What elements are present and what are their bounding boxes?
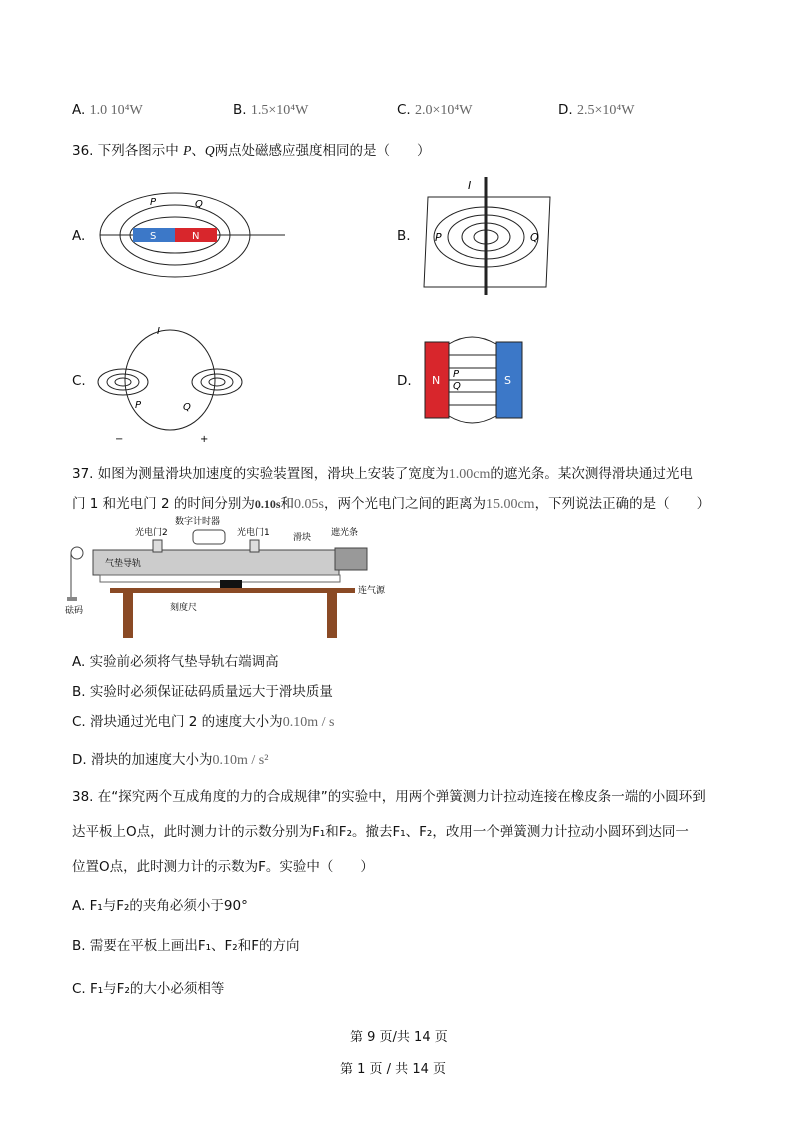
text: 、 — [191, 143, 205, 159]
option-value: 2.5×10⁴W — [576, 103, 635, 118]
p-label: P — [150, 197, 157, 208]
rail-label: 气垫导轨 — [105, 559, 142, 569]
page-number-inner: 第 9 页/共 14 页 — [350, 1030, 448, 1045]
q37-option-a[interactable]: A. 实验前必须将气垫导轨右端调高 — [72, 654, 279, 670]
n-label: N — [192, 231, 200, 242]
text: ，下列说法正确的是（ ） — [534, 496, 711, 512]
text: 和 — [280, 496, 295, 512]
text: 36. 下列各图示中 — [72, 143, 184, 159]
q-label: Q — [183, 402, 191, 413]
text: C. 滑块通过光电门 2 的速度大小为 — [72, 714, 283, 730]
value: 0.05s — [294, 497, 324, 512]
current-label: I — [157, 326, 160, 337]
text: D. 滑块的加速度大小为 — [72, 752, 213, 768]
q36-option-b[interactable]: B. — [397, 228, 411, 244]
strip-label: 遮光条 — [331, 528, 359, 538]
current-label: I — [468, 179, 472, 192]
q-label: Q — [530, 231, 539, 244]
q-label: Q — [195, 199, 203, 210]
q36-stem — [72, 139, 431, 159]
option-value: 1.5×10⁴W — [250, 103, 309, 118]
two-poles-figure — [422, 330, 527, 430]
text: 两点处磁感应强度相同的是（ ） — [214, 143, 431, 159]
text: 的遮光条。某次测得滑块通过光电 — [490, 466, 693, 482]
text: P — [183, 143, 192, 158]
bar-magnet-figure — [95, 185, 295, 285]
option-value: 2.0×10⁴W — [415, 103, 473, 118]
ruler-label: 刻度尺 — [170, 603, 198, 613]
q37-line1 — [72, 462, 693, 483]
gate1-label: 光电门1 — [237, 528, 270, 538]
text: 门 1 和光电门 2 的时间分别为 — [72, 496, 255, 512]
value: 0.10m / s — [282, 715, 335, 730]
q37-option-d[interactable] — [72, 748, 268, 769]
n-label: N — [432, 374, 441, 387]
value: 0.10s — [254, 497, 281, 511]
gate2-label: 光电门2 — [135, 528, 168, 538]
option-label: A. — [72, 102, 86, 118]
text: ，两个光电门之间的距离为 — [323, 496, 486, 512]
q38-line3: 位置O点，此时测力计的示数为F。实验中（ ） — [72, 859, 374, 875]
q37-line2 — [72, 492, 710, 513]
p-label: P — [135, 400, 142, 411]
q36-option-d[interactable]: D. — [397, 373, 412, 389]
s-label: S — [150, 231, 157, 242]
air-track-figure — [65, 515, 395, 640]
value: 0.10m / s² — [212, 753, 269, 768]
option-label: C. — [397, 102, 411, 118]
q-label: Q — [453, 381, 461, 392]
circular-loop-figure — [95, 320, 245, 445]
option-label: D. — [558, 102, 573, 118]
q38-line2: 达平板上O点，此时测力计的示数分别为F₁和F₂。撤去F₁、F₂，改用一个弹簧测力计拉动小圆环到达同一 — [72, 824, 689, 840]
straight-wire-figure — [420, 175, 555, 297]
option-label: B. — [233, 102, 247, 118]
q38-line1: 38. 在“探究两个互成角度的力的合成规律”的实验中，用两个弹簧测力计拉动连接在橡皮条一端的小圆环到 — [72, 789, 706, 805]
timer-label: 数字计时器 — [175, 517, 221, 527]
p-label: P — [435, 231, 442, 244]
s-label: S — [504, 374, 511, 387]
q36-option-a[interactable]: A. — [72, 228, 86, 244]
value: 1.00cm — [448, 467, 491, 482]
q37-option-b[interactable]: B. 实验时必须保证砝码质量远大于滑块质量 — [72, 684, 333, 700]
q38-option-a[interactable]: A. F₁与F₂的夹角必须小于90° — [72, 898, 248, 914]
p-label: P — [453, 369, 460, 380]
text: Q — [204, 143, 215, 158]
text: 37. 如图为测量滑块加速度的实验装置图，滑块上安装了宽度为 — [72, 466, 449, 482]
air-source-label: 连气源 — [358, 586, 386, 596]
q38-option-c[interactable]: C. F₁与F₂的大小必须相等 — [72, 981, 225, 997]
option-value: 1.0 10⁴W — [89, 103, 143, 118]
q38-option-b[interactable]: B. 需要在平板上画出F₁、F₂和F的方向 — [72, 938, 300, 954]
minus-label: − — [115, 434, 124, 445]
page-number-outer: 第 1 页 / 共 14 页 — [340, 1062, 446, 1077]
weight-label: 砝码 — [65, 606, 84, 616]
q36-option-c[interactable]: C. — [72, 373, 86, 389]
q37-option-c[interactable] — [72, 710, 334, 731]
value: 15.00cm — [485, 497, 535, 512]
slider-label: 滑块 — [293, 533, 312, 543]
plus-label: + — [200, 434, 209, 445]
